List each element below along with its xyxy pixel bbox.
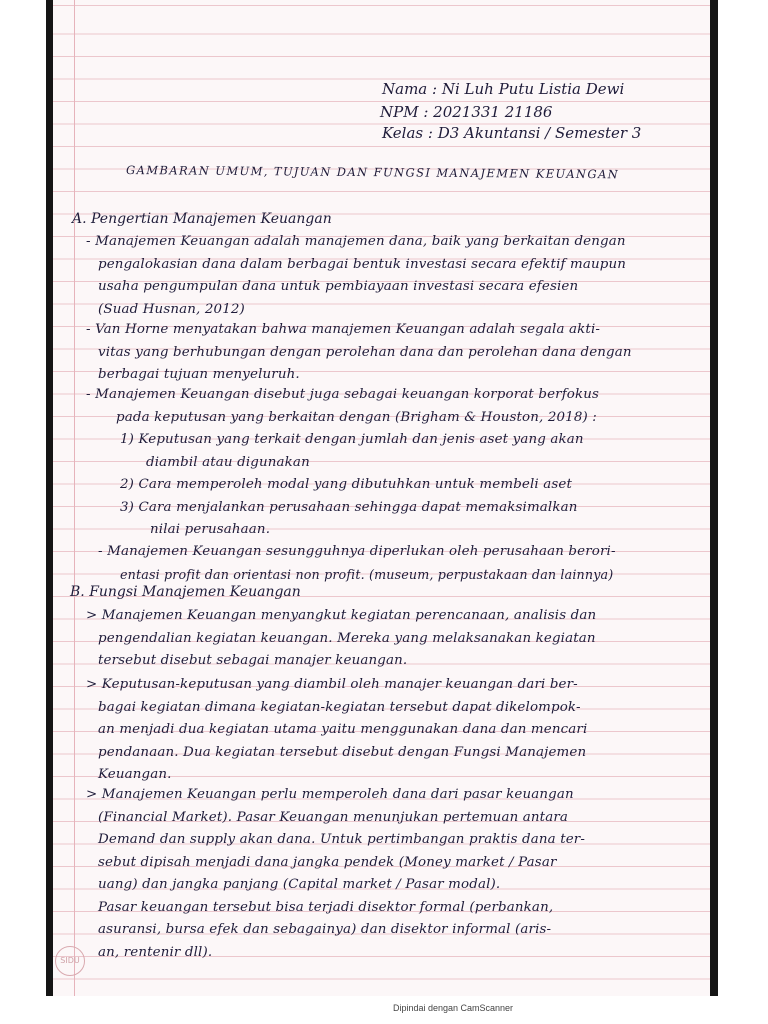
text-line: (Suad Husnan, 2012) — [98, 301, 245, 317]
section-a-paragraph-4 — [98, 541, 616, 586]
section-b-paragraph-2 — [86, 674, 587, 787]
text-line: usaha pengumpulan dana untuk pembiayaan investasi secara efesien — [98, 279, 579, 294]
text-line: entasi profit dan orientasi non profit. (museum, perpustakaan dan lainnya) — [120, 566, 614, 582]
text-line: nilai perusahaan. — [150, 522, 271, 537]
scanner-footer: Dipindai dengan CamScanner — [392, 1003, 514, 1013]
nama-line: Nama : Ni Luh Putu Listia Dewi — [382, 80, 625, 98]
section-b-paragraph-1 — [86, 605, 596, 673]
page-right-edge — [710, 0, 718, 996]
text-line: asuransi, bursa efek dan sebagainya) dan disektor informal (aris- — [98, 922, 552, 937]
text-line: diambil atau digunakan — [146, 454, 310, 470]
page-title: GAMBARAN UMUM, TUJUAN DAN FUNGSI MANAJEMEN KEUANGAN — [125, 163, 620, 182]
section-b-heading: B. Fungsi Manajemen Keuangan — [70, 584, 301, 600]
text-line: berbagai tujuan menyeluruh. — [98, 367, 300, 382]
text-line: > Manajemen Keuangan perlu memperoleh dana dari pasar keuangan — [86, 787, 574, 802]
text-line: an menjadi dua kegiatan utama yaitu menggunakan dana dan mencari — [98, 722, 588, 737]
text-line: pada keputusan yang berkaitan dengan (Brigham & Houston, 2018) : — [116, 409, 597, 425]
page-stamp: SIDU — [55, 946, 85, 976]
text-line: bagai kegiatan dimana kegiatan-kegiatan tersebut dapat dikelompok- — [98, 699, 581, 715]
section-a-heading: A. Pengertian Manajemen Keuangan — [72, 211, 332, 227]
text-line: uang) dan jangka panjang (Capital market / Pasar modal). — [98, 877, 501, 892]
section-a-paragraph-3 — [86, 384, 599, 542]
text-line: sebut dipisah menjadi dana jangka pendek (Money market / Pasar — [98, 854, 557, 870]
list-item: 2) Cara memperoleh modal yang dibutuhkan untuk membeli aset — [120, 477, 573, 492]
section-a-paragraph-2 — [86, 319, 632, 387]
margin-line — [74, 0, 75, 996]
text-line: > Manajemen Keuangan menyangkut kegiatan perencanaan, analisis dan — [86, 608, 597, 623]
text-line: Keuangan. — [98, 767, 172, 782]
text-line: - Manajemen Keuangan adalah manajemen dana, baik yang berkaitan dengan — [86, 234, 626, 249]
text-line: Demand dan supply akan dana. Untuk pertimbangan praktis dana ter- — [98, 832, 586, 847]
text-line: pengendalian kegiatan keuangan. Mereka yang melaksanakan kegiatan — [98, 630, 596, 646]
text-line: - Manajemen Keuangan sesungguhnya diperlukan oleh perusahaan berori- — [98, 544, 616, 559]
section-a-paragraph-1 — [86, 231, 626, 321]
list-item: 3) Cara menjalankan perusahaan sehingga dapat memaksimalkan — [120, 499, 578, 515]
npm-line: NPM : 2021331 21186 — [380, 103, 553, 121]
text-line: (Financial Market). Pasar Keuangan menunjukan pertemuan antara — [98, 809, 569, 825]
text-line: pendanaan. Dua kegiatan tersebut disebut dengan Fungsi Manajemen — [98, 744, 587, 760]
text-line: an, rentenir dll). — [98, 944, 213, 960]
page-left-edge — [46, 0, 53, 996]
text-line: - Manajemen Keuangan disebut juga sebagai keuangan korporat berfokus — [86, 387, 600, 402]
kelas-line: Kelas : D3 Akuntansi / Semester 3 — [382, 124, 642, 142]
text-line: tersebut disebut sebagai manajer keuangan. — [98, 653, 408, 668]
text-line: vitas yang berhubungan dengan perolehan dana dan perolehan dana dengan — [98, 344, 632, 360]
list-item: 1) Keputusan yang terkait dengan jumlah dan jenis aset yang akan — [120, 432, 584, 447]
text-line: > Keputusan-keputusan yang diambil oleh manajer keuangan dari ber- — [86, 677, 578, 692]
text-line: Pasar keuangan tersebut bisa terjadi disektor formal (perbankan, — [98, 899, 554, 915]
text-line: - Van Horne menyatakan bahwa manajemen Keuangan adalah segala akti- — [86, 322, 601, 337]
text-line: pengalokasian dana dalam berbagai bentuk investasi secara efektif maupun — [98, 256, 627, 272]
section-b-paragraph-3 — [86, 784, 585, 964]
